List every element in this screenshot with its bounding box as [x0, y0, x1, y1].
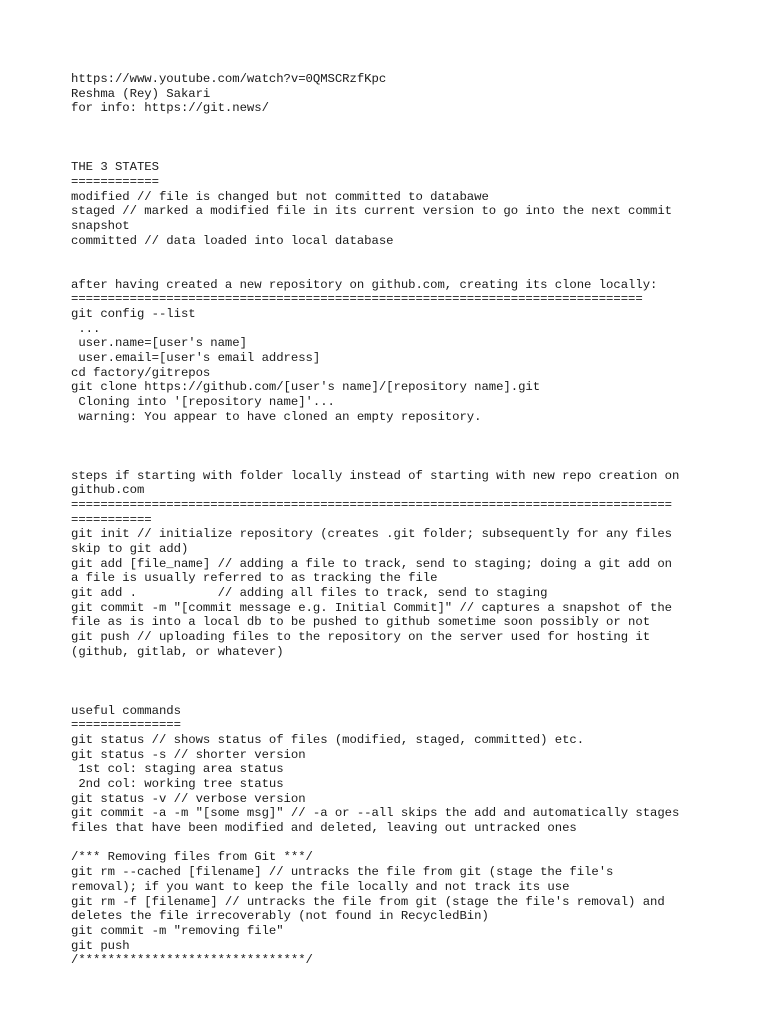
doc-line: user.name=[user's name] — [71, 336, 247, 351]
doc-line: git status -s // shorter version — [71, 747, 306, 762]
doc-line: git status // shows status of files (modified, staged, committed) etc. — [71, 732, 585, 747]
doc-line: 1st col: staging area status — [71, 762, 284, 777]
heading-underline: ============ — [71, 174, 159, 189]
blank-line — [71, 425, 711, 440]
blank-line — [71, 674, 711, 689]
section-clone — [71, 278, 711, 425]
doc-line: a file is usually referred to as tracking the file — [71, 571, 438, 586]
doc-line: git push — [71, 938, 130, 953]
section-header — [71, 72, 711, 116]
doc-line: git add [file_name] // adding a file to track, send to staging; doing a git add on — [71, 556, 673, 571]
doc-line: warning: You appear to have cloned an empty repository. — [71, 409, 482, 424]
doc-line: modified // file is changed but not committed to databawe — [71, 189, 489, 204]
doc-line: git commit -a -m "[some msg]" // -a or --all skips the add and automatically stages — [71, 806, 680, 821]
doc-line: git config --list — [71, 307, 196, 321]
heading-underline: =============== — [71, 718, 181, 733]
blank-line — [71, 131, 711, 146]
blank-line — [71, 248, 711, 263]
doc-line: skip to git add) — [71, 542, 189, 556]
doc-line: git init // initialize repository (creates .git folder; subsequently for any files — [71, 527, 673, 542]
doc-line: deletes the file irrecoverably (not found in RecycledBin) — [71, 909, 489, 924]
doc-line: git add . // adding all files to track, send to staging — [71, 586, 548, 601]
section-useful-commands — [71, 704, 711, 836]
doc-line: git commit -m "removing file" — [71, 923, 284, 938]
doc-line: cd factory/gitrepos — [71, 365, 211, 380]
heading-underline: =========== — [71, 512, 152, 527]
doc-line: Cloning into '[repository name]'... — [71, 395, 335, 410]
doc-line: git rm -f [filename] // untracks the file from git (stage the file's removal) and — [71, 894, 665, 909]
doc-line: git clone https://github.com/[user's name]/[repository name].git — [71, 380, 541, 395]
blank-line — [71, 116, 711, 131]
section-removing-files — [71, 850, 711, 968]
heading-underline: ================================================================================== — [71, 497, 673, 512]
doc-line: git status -v // verbose version — [71, 791, 306, 806]
doc-line: committed // data loaded into local database — [71, 233, 394, 248]
doc-line: Reshma (Rey) Sakari — [71, 86, 211, 101]
section-heading: useful commands — [71, 703, 181, 718]
blank-line — [71, 439, 711, 454]
doc-line: file as is into a local db to be pushed to github sometime soon possibly or not — [71, 615, 651, 630]
doc-line: git rm --cached [filename] // untracks the file from git (stage the file's — [71, 865, 614, 880]
doc-line: 2nd col: working tree status — [71, 777, 284, 791]
heading-underline: ============================================================================== — [71, 292, 643, 307]
doc-line: for info: https://git.news/ — [71, 101, 269, 116]
doc-line: removal); if you want to keep the file locally and not track its use — [71, 879, 570, 894]
section-local-folder — [71, 469, 711, 660]
section-three-states — [71, 160, 711, 248]
blank-line — [71, 263, 711, 278]
doc-line: https://www.youtube.com/watch?v=0QMSCRzfKpc — [71, 72, 387, 86]
section-heading: THE 3 STATES — [71, 160, 159, 175]
section-heading: /*** Removing files from Git ***/ — [71, 850, 313, 865]
section-heading: after having created a new repository on github.com, creating its clone locally: — [71, 277, 658, 292]
blank-line — [71, 689, 711, 704]
doc-line: user.email=[user's email address] — [71, 351, 321, 366]
blank-line — [71, 836, 711, 851]
doc-line: ... — [71, 321, 101, 336]
section-heading: github.com — [71, 483, 145, 498]
doc-line: staged // marked a modified file in its current version to go into the next commit — [71, 204, 673, 219]
blank-line — [71, 454, 711, 469]
doc-line: git commit -m "[commit message e.g. Initial Commit]" // captures a snapshot of the — [71, 600, 673, 615]
doc-line: files that have been modified and deleted, leaving out untracked ones — [71, 821, 577, 836]
doc-line: /*******************************/ — [71, 953, 313, 968]
doc-line: git push // uploading files to the repository on the server used for hosting it — [71, 630, 651, 645]
section-heading: steps if starting with folder locally instead of starting with new repo creation on — [71, 468, 680, 483]
doc-line: snapshot — [71, 218, 130, 233]
blank-line — [71, 660, 711, 675]
document-body — [71, 72, 711, 968]
blank-line — [71, 145, 711, 160]
doc-line: (github, gitlab, or whatever) — [71, 644, 284, 659]
